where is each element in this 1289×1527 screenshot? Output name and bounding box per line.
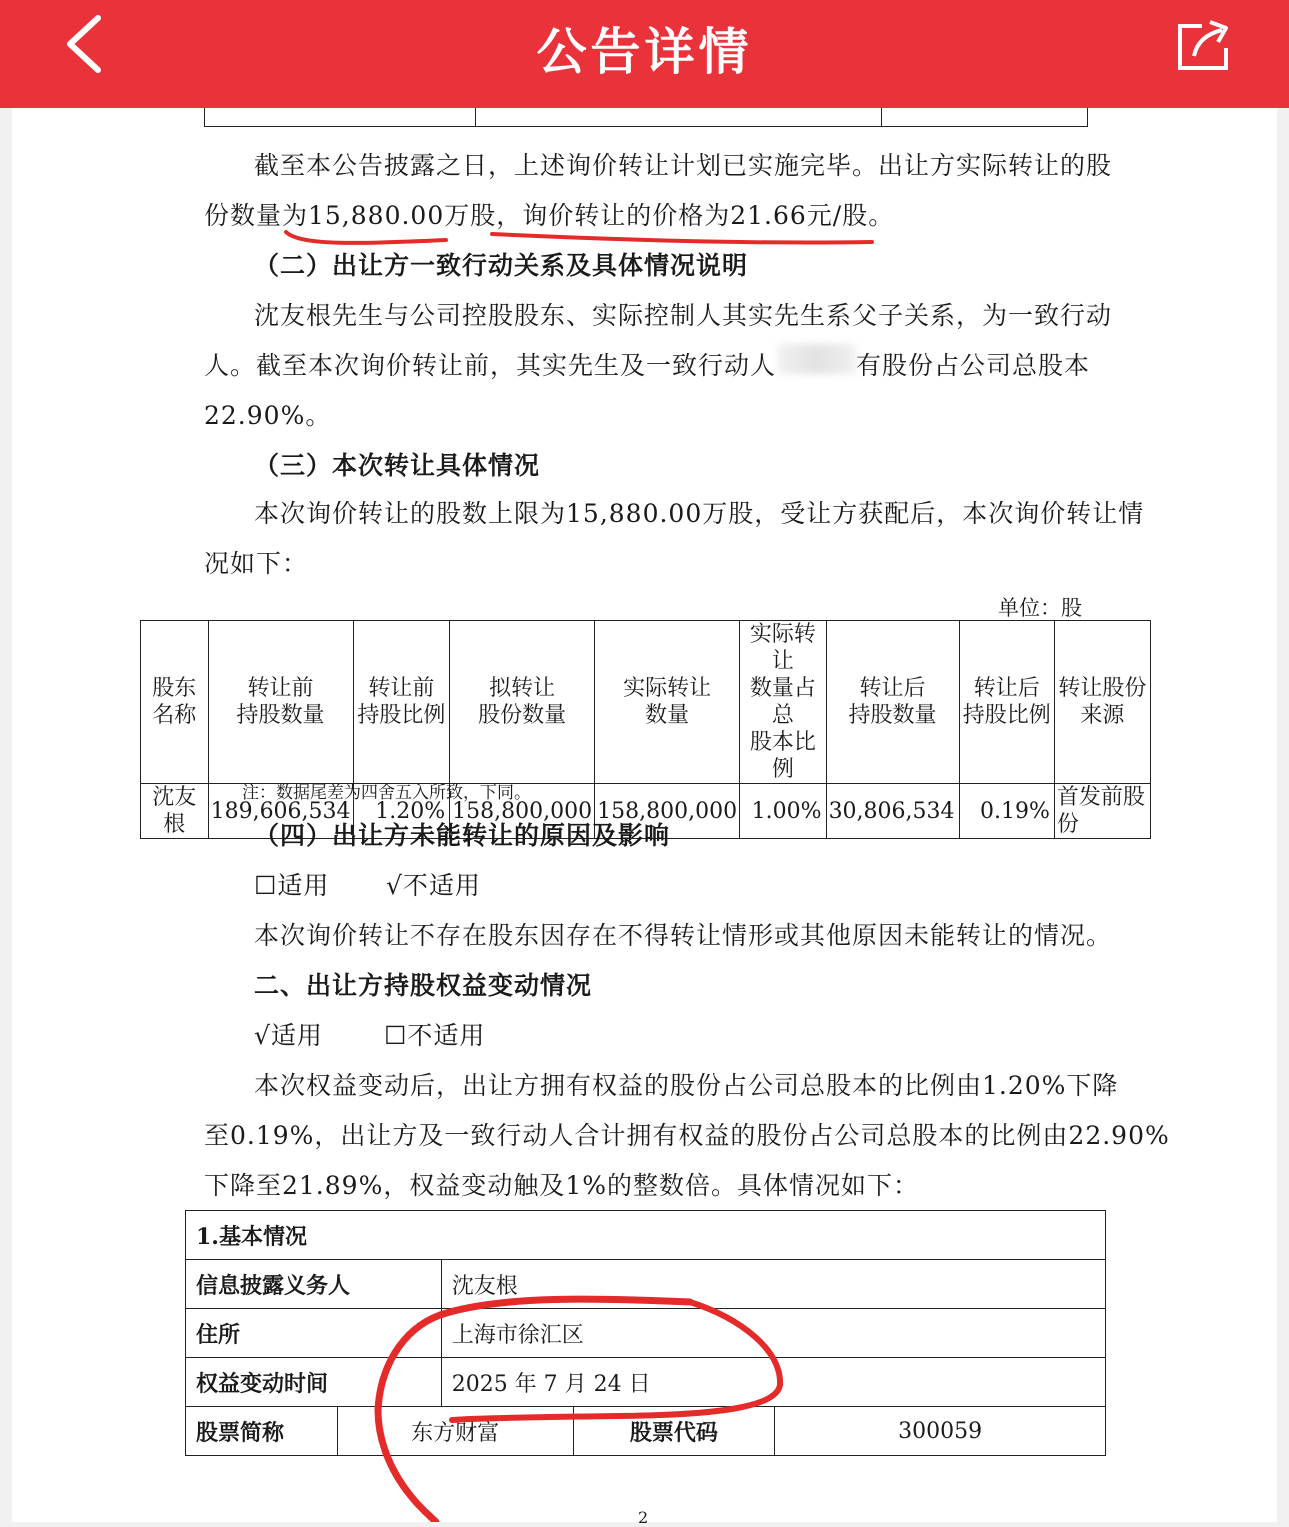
table-header-cell	[208, 621, 353, 784]
paragraph: 本次权益变动后，出让方拥有权益的股份占公司总股本的比例由1.20%下降	[254, 1071, 1119, 1100]
footnote: 注：数据尾差为四舍五入所致，下同。	[242, 783, 531, 803]
header-line: 持股数量	[236, 703, 325, 728]
paragraph: 份数量为15,880.00万股，询价转让的价格为21.66元/股。	[204, 201, 895, 230]
table-header-cell	[141, 621, 209, 784]
header-line: 实际转让	[749, 622, 816, 674]
table-cell: 首发前股份	[1054, 784, 1150, 839]
header-line: 转让前	[247, 676, 314, 701]
paragraph: 本次询价转让的股数上限为15,880.00万股，受让方获配后，本次询价转让情	[254, 499, 1145, 528]
basic-info-table	[185, 1210, 1106, 1456]
header-line: 来源	[1080, 703, 1125, 728]
table-header-cell	[353, 621, 450, 784]
table-cell: 158,800,000	[595, 784, 740, 839]
unit-label: 单位：股	[998, 596, 1082, 620]
table-header-cell	[595, 621, 740, 784]
discloser-label: 信息披露义务人	[186, 1260, 442, 1309]
header-line: 数量占总	[749, 676, 816, 728]
table-header-cell	[1054, 621, 1150, 784]
header-line: 持股数量	[848, 703, 937, 728]
paragraph: 下降至21.89%，权益变动触及1%的整数倍。具体情况如下：	[204, 1171, 919, 1200]
stock-name-value: 东方财富	[337, 1407, 573, 1456]
option-not-applicable: ☐不适用	[384, 1021, 486, 1050]
section-heading: （四）出让方未能转让的原因及影响	[254, 821, 671, 850]
section-heading: 二、出让方持股权益变动情况	[254, 971, 593, 1000]
paragraph: 22.90%。	[204, 401, 332, 430]
header-line: 拟转让	[489, 676, 556, 701]
share-icon[interactable]	[1176, 18, 1232, 72]
address-label: 住所	[186, 1309, 442, 1358]
paragraph: 人。截至本次询价转让前，其实先生及一致行动人	[204, 351, 777, 380]
paragraph: 况如下：	[204, 549, 309, 578]
discloser-value: 沈友根	[441, 1260, 1105, 1309]
section-label: 1.基本情况	[186, 1211, 1106, 1260]
table-cell: 1.00%	[740, 784, 826, 839]
table-header-cell	[826, 621, 959, 784]
transfer-table	[140, 620, 1151, 839]
page-title: 公告详情	[536, 23, 753, 81]
option-applicable: ☐适用	[254, 871, 330, 900]
table-cell: 158,800,000	[450, 784, 595, 839]
table-cell: 沈友根	[141, 784, 209, 839]
header-line: 股本比例	[749, 730, 816, 782]
header-line: 数量	[645, 703, 690, 728]
header-line: 实际转让	[623, 676, 712, 701]
table-cell: 0.19%	[959, 784, 1054, 839]
section-heading: （三）本次转让具体情况	[254, 451, 541, 480]
table-header-cell	[450, 621, 595, 784]
header-line: 转让后	[859, 676, 926, 701]
change-date-value: 2025 年 7 月 24 日	[441, 1358, 1105, 1407]
header-line: 股东	[152, 676, 197, 701]
paragraph: 有股份占公司总股本	[856, 351, 1091, 380]
header-line: 名称	[152, 703, 197, 728]
paragraph: 沈友根先生与公司控股股东、实际控制人其实先生系父子关系，为一致行动	[254, 301, 1113, 330]
paragraph: 本次询价转让不存在股东因存在不得转让情形或其他原因未能转让的情况。	[254, 921, 1113, 950]
header-line: 转让股份	[1058, 676, 1147, 701]
header-line: 转让后	[973, 676, 1040, 701]
table-header-cell	[959, 621, 1054, 784]
address-value: 上海市徐汇区	[441, 1309, 1105, 1358]
paragraph: 截至本公告披露之日，上述询价转让计划已实施完毕。出让方实际转让的股	[254, 151, 1113, 180]
option-not-applicable: √不适用	[386, 871, 481, 900]
top-header	[0, 0, 1289, 108]
section-heading: （二）出让方一致行动关系及具体情况说明	[254, 251, 749, 280]
paragraph: 至0.19%，出让方及一致行动人合计拥有权益的股份占公司总股本的比例由22.90%	[204, 1121, 1170, 1150]
header-line: 股份数量	[478, 703, 567, 728]
header-line: 持股比例	[357, 703, 446, 728]
stock-code-label: 股票代码	[573, 1407, 775, 1456]
table-cell: 1.20%	[353, 784, 450, 839]
header-line: 持股比例	[962, 703, 1051, 728]
redacted-text	[778, 344, 856, 374]
stock-name-label: 股票简称	[186, 1407, 338, 1456]
table-header-cell	[740, 621, 826, 784]
header-line: 转让前	[368, 676, 435, 701]
change-date-label: 权益变动时间	[186, 1358, 442, 1407]
option-applicable: √适用	[254, 1021, 323, 1050]
stock-code-value: 300059	[775, 1407, 1106, 1456]
table-cell: 189,606,534	[208, 784, 353, 839]
page-number: 2	[638, 1508, 649, 1527]
table-cell: 30,806,534	[826, 784, 959, 839]
